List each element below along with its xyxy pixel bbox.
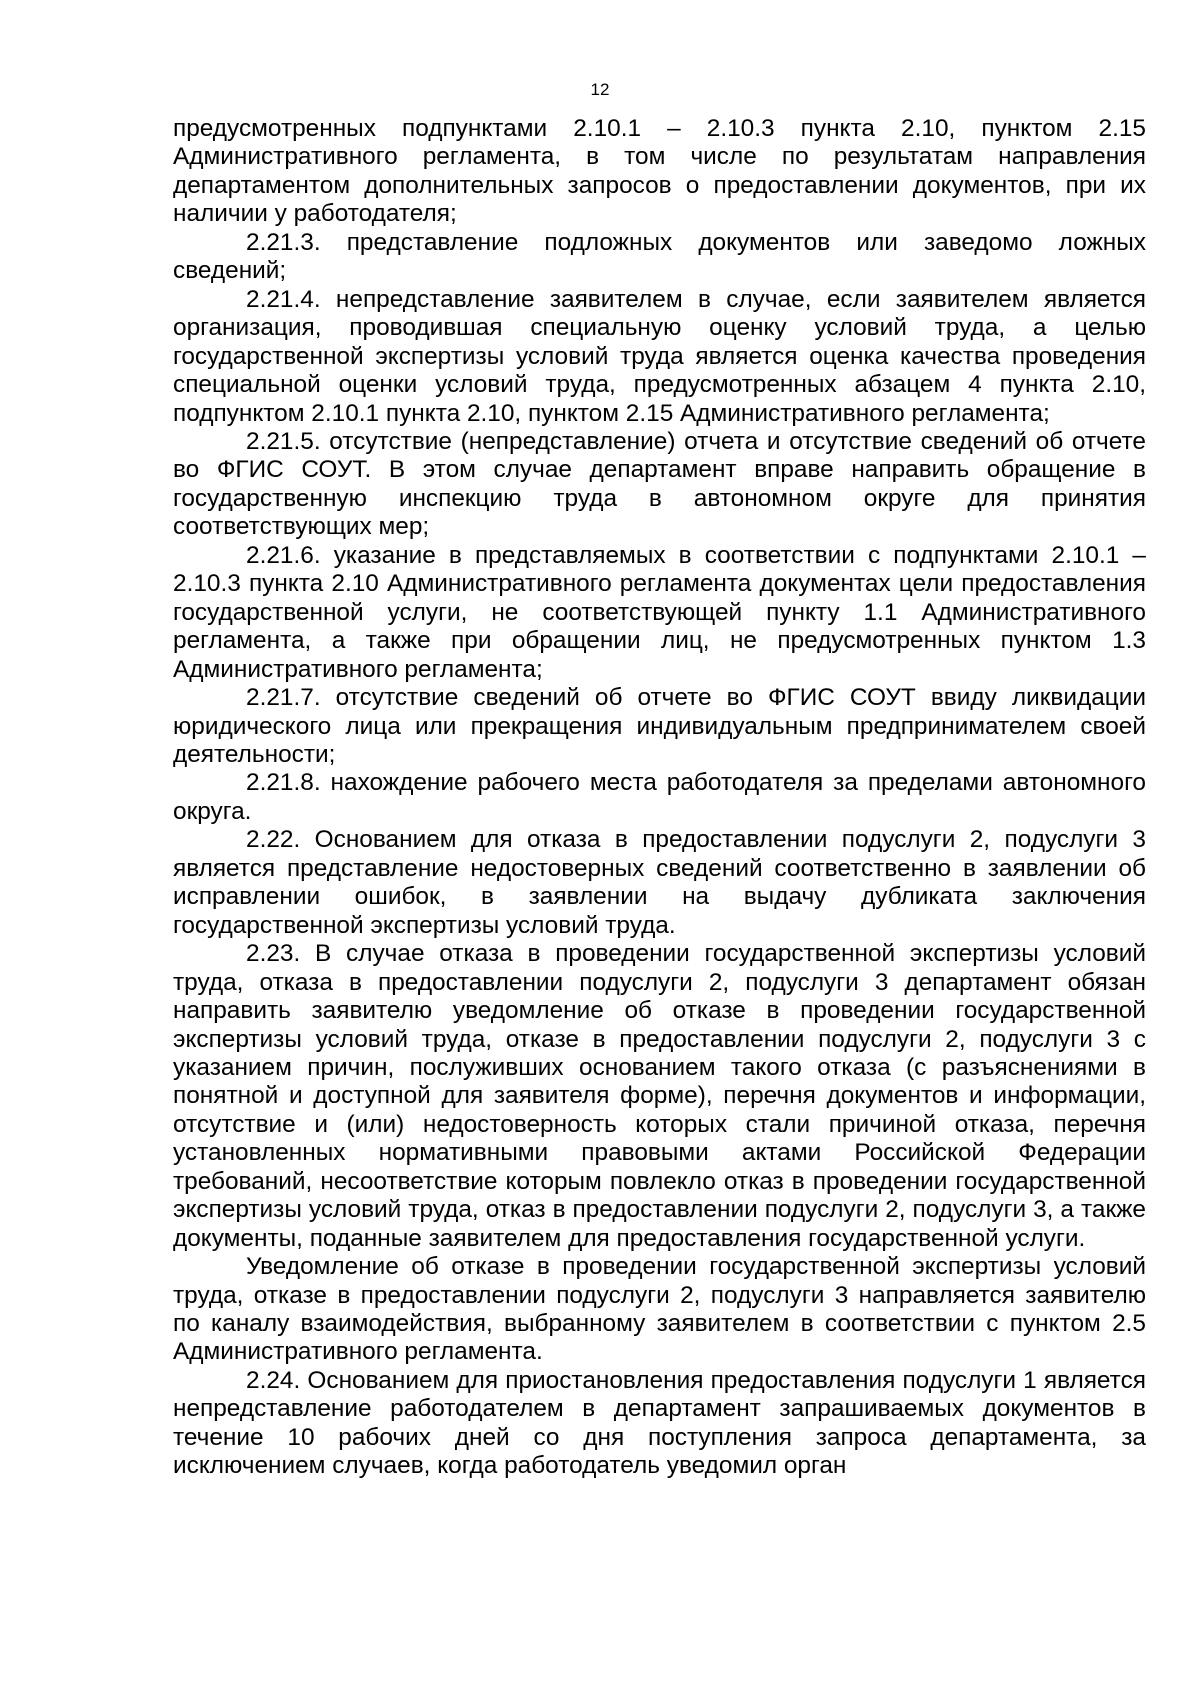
paragraph-2-23: 2.23. В случае отказа в проведении государственной экспертизы условий труда, отказа в предоставлении подуслуги 2, подуслуги 3 департамент обязан направить заявителю уведомление об отказе в проведении государственной экспертизы условий труда, отказе в предоставлении подуслуги 2, подуслуги 3 с указанием причин, послуживших основанием такого отказа (с разъяснениями в понятной и доступной для заявителя форме), перечня документов и информации, отсутствие и (или) недостоверность которых стали причиной отказа, перечня установленных нормативными правовыми актами Российской Федерации требований, несоответствие которым повлекло отказ в проведении государственной экспертизы условий труда, отказ в предоставлении подуслуги 2, подуслуги 3, а также документы, поданные заявителем для предоставления государственной услуги. (173, 940, 1146, 1252)
paragraph-2-22: 2.22. Основанием для отказа в предоставлении подуслуги 2, подуслуги 3 является представление недостоверных сведений соответственно в заявлении об исправлении ошибок, в заявлении на выдачу дубликата заключения государственной экспертизы условий труда. (173, 826, 1146, 939)
paragraph-2-21-6: 2.21.6. указание в представляемых в соответствии с подпунктами 2.10.1 – 2.10.3 пункта 2.10 Административного регламента документах цели предоставления государственной услуги, не соответствующей пункту 1.1 Административного регламента, а также при обращении лиц, не предусмотренных пунктом 1.3 Административного регламента; (173, 541, 1146, 683)
document-body (173, 115, 1146, 1481)
paragraph-2-21-4: 2.21.4. непредставление заявителем в случае, если заявителем является организация, проводившая специальную оценку условий труда, а целью государственной экспертизы условий труда является оценка качества проведения специальной оценки условий труда, предусмотренных абзацем 4 пункта 2.10, подпунктом 2.10.1 пункта 2.10, пунктом 2.15 Административного регламента; (173, 285, 1146, 427)
page-number: 12 (590, 80, 610, 99)
paragraph-2-24: 2.24. Основанием для приостановления предоставления подуслуги 1 является непредставление работодателем в департамент запрашиваемых документов в течение 10 рабочих дней со дня поступления запроса департамента, за исключением случаев, когда работодатель уведомил орган (173, 1366, 1146, 1480)
paragraph-refusal-notice: Уведомление об отказе в проведении государственной экспертизы условий труда, отказе в предоставлении подуслуги 2, подуслуги 3 направляется заявителю по каналу взаимодействия, выбранному заявителем в соответствии с пунктом 2.5 Административного регламента. (173, 1253, 1146, 1366)
paragraph-2-21-8: 2.21.8. нахождение рабочего места работодателя за пределами автономного округа. (173, 769, 1146, 825)
paragraph-2-21-7: 2.21.7. отсутствие сведений об отчете во ФГИС СОУТ ввиду ликвидации юридического лица или прекращения индивидуальным предпринимателем своей деятельности; (173, 684, 1146, 768)
paragraph-continuation: предусмотренных подпунктами 2.10.1 – 2.10.3 пункта 2.10, пунктом 2.15 Административного регламента, в том числе по результатам направления департаментом дополнительных запросов о предоставлении документов, при их наличии у работодателя; (173, 115, 1146, 228)
paragraph-2-21-5: 2.21.5. отсутствие (непредставление) отчета и отсутствие сведений об отчете во ФГИС СОУТ. В этом случае департамент вправе направить обращение в государственную инспекцию труда в автономном округе для принятия соответствующих мер; (173, 427, 1146, 541)
paragraph-2-21-3: 2.21.3. представление подложных документов или заведомо ложных сведений; (173, 228, 1146, 285)
